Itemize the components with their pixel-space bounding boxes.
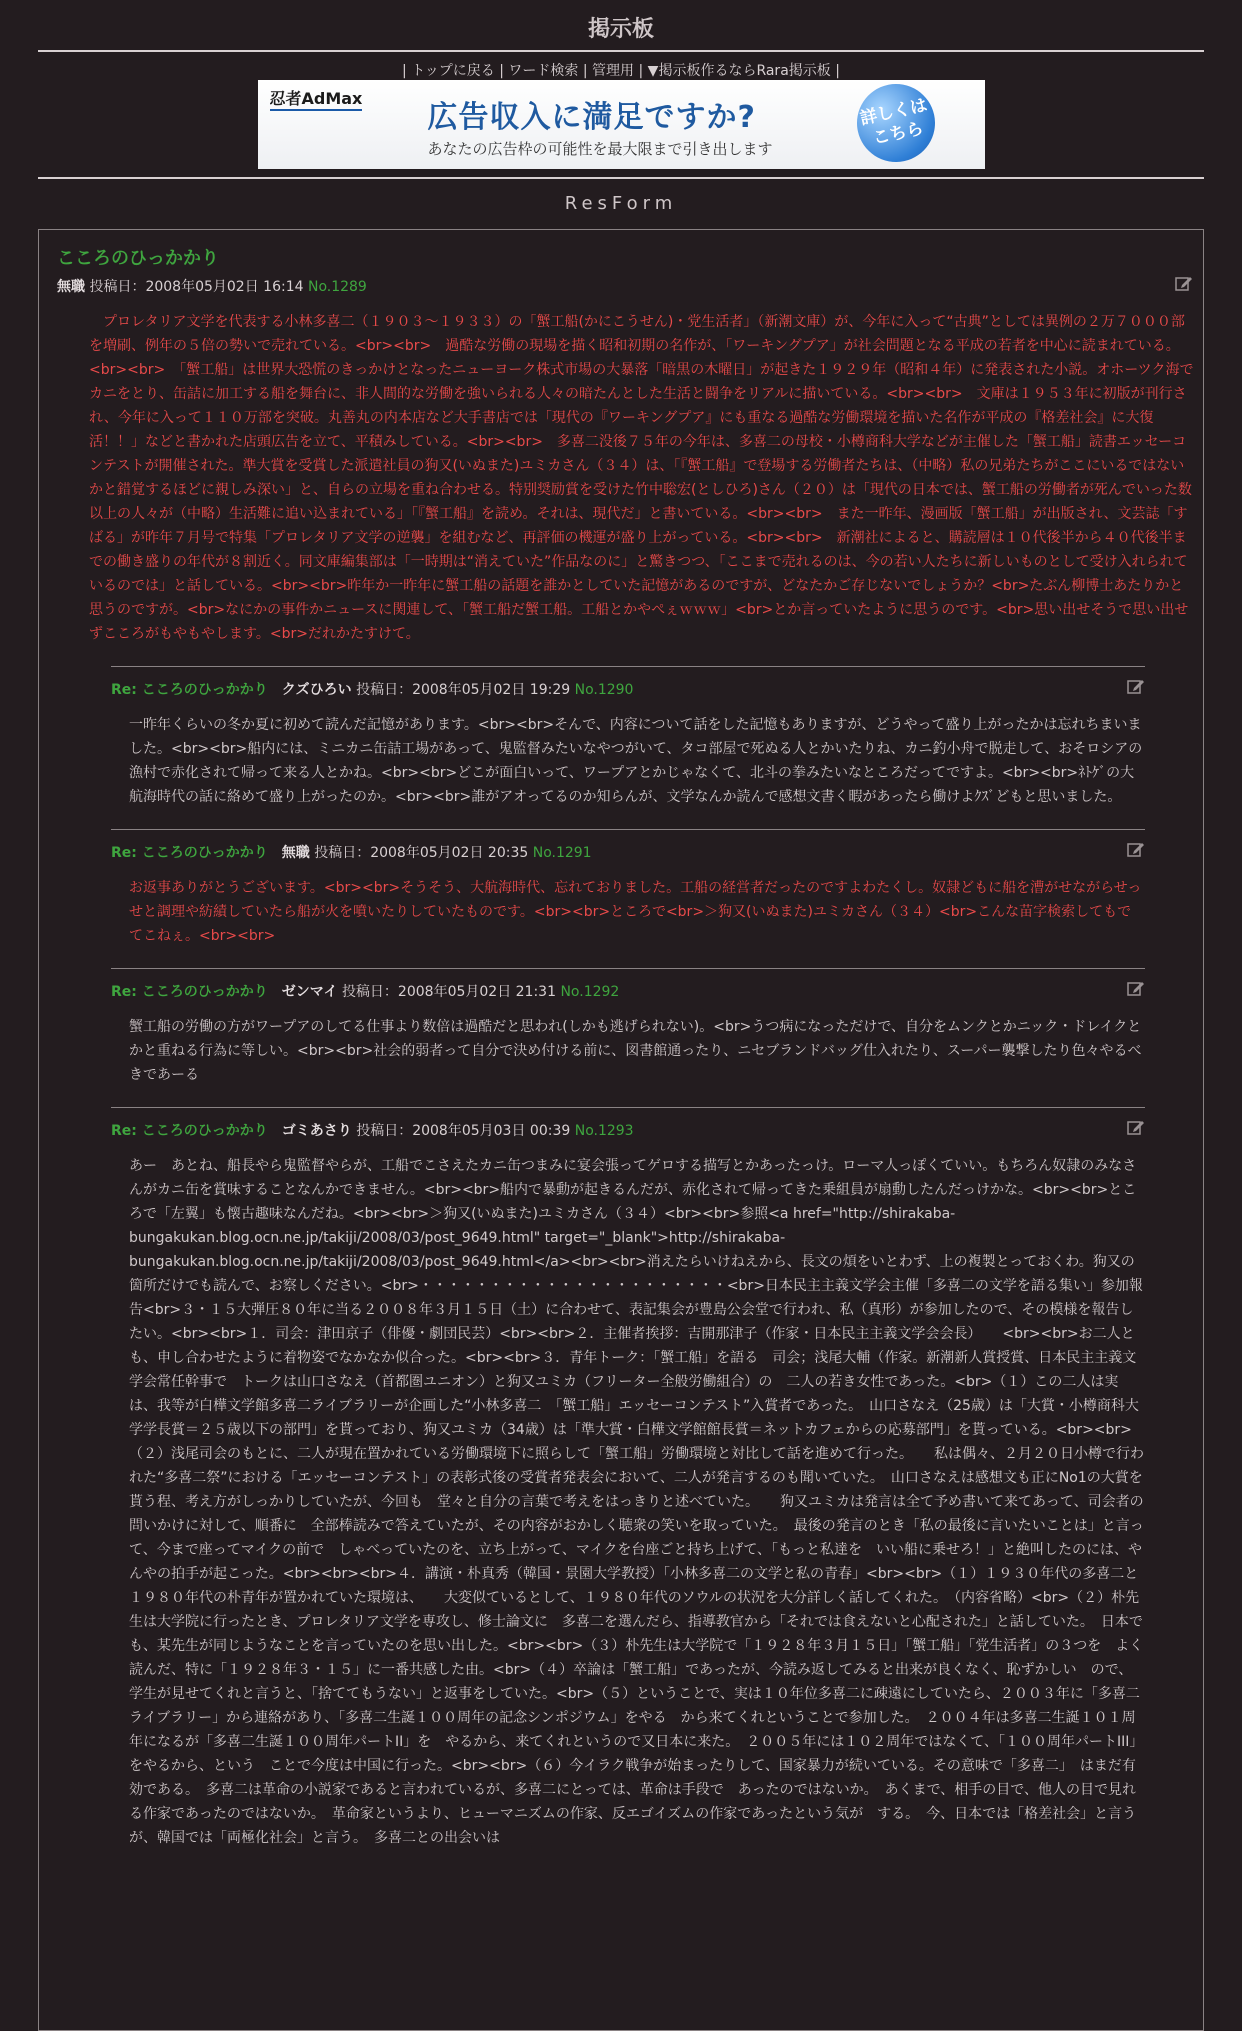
edit-icon[interactable]	[1175, 274, 1193, 292]
reply-subject: Re: こころのひっかかり	[111, 682, 268, 698]
post-body: お返事ありがとうございます。<br><br>そうそう、大航海時代、忘れておりました。工船の経営者だったのですよわたくし。奴隷どもに船を漕がせながらせっせと調理や紡績していたら船が火を噴いたりしていたものです。<br><br>ところで<br>＞狗又(いぬまた)ユミカさん（３４）<br>こんな苗字検索してもでてこねぇ。<br><br>	[129, 880, 1142, 944]
reply-post	[111, 1107, 1154, 1870]
reply-meta	[111, 679, 1145, 699]
divider	[38, 50, 1204, 52]
nav-link-admin[interactable]: 管理用	[592, 63, 635, 79]
ad-headline: 広告収入に満足ですか?	[427, 100, 756, 135]
edit-icon[interactable]	[1127, 677, 1145, 695]
top-nav: | トップに戻る | ワード検索 | 管理用 | ▼掲示板作るならRara掲示板 |	[402, 63, 840, 79]
post-date: 投稿日：2008年05月03日 00:39	[356, 1123, 571, 1139]
post-number: No.1291	[532, 845, 592, 861]
post-date: 投稿日：2008年05月02日 16:14	[89, 279, 304, 295]
ad-banner[interactable]	[258, 80, 985, 169]
post-number: No.1293	[574, 1123, 634, 1139]
thread-meta	[57, 276, 1203, 296]
nav-link-top[interactable]: トップに戻る	[411, 63, 495, 79]
reply-meta	[111, 1120, 1145, 1140]
reply-post	[111, 666, 1145, 829]
reply-meta	[111, 981, 1145, 1001]
post-date: 投稿日：2008年05月02日 21:31	[341, 984, 556, 1000]
reply-post	[111, 829, 1145, 968]
post-author: クズひろい	[281, 682, 352, 698]
post-number: No.1289	[307, 279, 367, 295]
post-body: 蟹工船の労働の方がワープアのしてる仕事より数倍は過酷だと思われ(しかも逃げられない)。<br>うつ病になっただけで、自分をムンクとかニック・ドレイクとかと重ねる行為に等しい。<br><br>社会的弱者って自分で決め付ける前に、図書館通ったり、ニセブランドバッグ仕入れたり、スーパー襲撃したり色々やるべきであーる	[129, 1019, 1142, 1083]
post-date: 投稿日：2008年05月02日 20:35	[314, 845, 529, 861]
nav-link-rara[interactable]: ▼掲示板作るならRara掲示板	[647, 63, 831, 79]
reply-meta	[111, 842, 1145, 862]
thread-title: こころのひっかかり	[57, 248, 219, 269]
edit-icon[interactable]	[1127, 979, 1145, 997]
post-body: 一昨年くらいの冬か夏に初めて読んだ記憶があります。<br><br>そんで、内容について話をした記憶もありますが、どうやって盛り上がったかは忘れちまいました。<br><br>船内には、ミニカニ缶詰工場があって、鬼監督みたいなやつがいて、タコ部屋で死ぬる人とかいたりね、カニ釣小舟で脱走して、おそロシアの漁村で赤化されて帰って来る人とかね。<br><br>どこが面白いって、ワープアとかじゃなくて、北斗の拳みたいなところだってですよ。<br><br>ﾈﾄｹﾞの大航海時代の話に絡めて盛り上がったのか。<br><br>誰がアオってるのか知らんが、文学なんか読んで感想文書く暇があったら働けよｸｽﾞどもと思いました。	[129, 717, 1143, 805]
post-date: 投稿日：2008年05月02日 19:29	[356, 682, 571, 698]
nav-link-word-search[interactable]: ワード検索	[508, 63, 579, 79]
reply-subject: Re: こころのひっかかり	[111, 1123, 268, 1139]
edit-icon[interactable]	[1127, 1118, 1145, 1136]
post-author: ゼンマイ	[281, 984, 338, 1000]
post-author: ゴミあさり	[281, 1123, 352, 1139]
post-body: プロレタリア文学を代表する小林多喜二（１９０３～１９３３）の「蟹工船(かにこうせん)・党生活者」（新潮文庫）が、今年に入って“古典”としては異例の２万７０００部を増刷、例年の５倍の勢いで売れている。<br><br> 過酷な労働の現場を描く昭和初期の名作が、「ワーキングプア」が社会問題となる平成の若者を中心に読まれている。<br><br> 「蟹工船」は世界大恐慌のきっかけとなったニューヨーク株式市場の大暴落「暗黒の木曜日」が起きた１９２９年（昭和４年）に発表された小説。オホーツク海でカニをとり、缶詰に加工する船を舞台に、非人間的な労働を強いられる人々の暗たんとした生活と闘争をリアルに描いている。<br><br> 文庫は１９５３年に初版が刊行され、今年に入って１１０万部を突破。丸善丸の内本店など大手書店では「現代の『ワーキングプア』にも重なる過酷な労働環境を描いた名作が平成の『格差社会』に大復活！！」などと書かれた店頭広告を立て、平積みしている。<br><br> 多喜二没後７５年の今年は、多喜二の母校・小樽商科大学などが主催した「蟹工船」読書エッセーコンテストが開催された。準大賞を受賞した派遣社員の狗又(いぬまた)ユミカさん（３４）は、「『蟹工船』で登場する労働者たちは、（中略）私の兄弟たちがここにいるではないかと錯覚するほどに親しみ深い」と、自らの立場を重ね合わせる。特別奨励賞を受けた竹中聡宏(としひろ)さん（２０）は「現代の日本では、蟹工船の労働者が死んでいった数以上の人々が（中略）生活難に追い込まれている」「『蟹工船』を読め。それは、現代だ」と書いている。<br><br> また一昨年、漫画版「蟹工船」が出版され、文芸誌「すばる」が昨年７月号で特集「プロレタリア文学の逆襲」を組むなど、再評価の機運が盛り上がっている。<br><br> 新潮社によると、購読層は１０代後半から４０代後半までの働き盛りの年代が８割近く。同文庫編集部は「一時期は“消えていた”作品なのに」と驚きつつ、「ここまで売れるのは、今の若い人たちに新しいものとして受け入れられているのでは」と話している。<br><br>昨年か一昨年に蟹工船の話題を誰かとしていた記憶があるのですが、どなたかご存じないでしょうか？<br>たぶん柳博士あたりかと思うのですが。<br>なにかの事件かニュースに関連して、「蟹工船だ蟹工船。工船とかやぺぇｗｗｗ」<br>とか言っていたように思うのです。<br>思い出せそうで思い出せずこころがもやもやします。<br>だれかたすけて。	[89, 314, 1194, 642]
reply-subject: Re: こころのひっかかり	[111, 984, 268, 1000]
section-title: ResForm	[564, 193, 678, 214]
post-author: 無職	[281, 845, 310, 861]
post-author: 無職	[57, 279, 85, 295]
reply-post	[111, 968, 1145, 1107]
ad-brand-logo: 忍者AdMax	[270, 86, 363, 111]
post-body: あー あとね、船長やら鬼監督やらが、工船でこさえたカニ缶つまみに宴会張ってゲロする描写とかあったっけ。ローマ人っぽくていい。もちろん奴隷のみなさんがカニ缶を賞味することなんかできません。<br><br>船内で暴動が起きるんだが、赤化されて帰ってきた乗組員が扇動したんだっけかな。<br><br>ところで「左翼」も懐古趣味なんだね。<br><br>＞狗又(いぬまた)ユミカさん（３４）<br><br>参照<a href="http://shirakaba-bungakukan.blog.ocn.ne.jp/takiji/2008/03/post_9649.html" target="_blank">http://shirakaba-bungakukan.blog.ocn.ne.jp/takiji/2008/03/post_9649.html</a><br><br>消えたらいけねえから、長文の煩をいとわず、上の複製とっておくわ。狗又の箇所だけでも読んで、お察しください。<br>・・・・・・・・・・・・・・・・・・・・・・<br>日本民主主義文学会主催「多喜二の文学を語る集い」参加報告<br>３・１５大弾圧８０年に当る２００８年３月１５日（土）に合わせて、表記集会が豊島公会堂で行われ、私（真形）が参加したので、その模様を報告したい。<br><br>１．司会：津田京子（俳優・劇団民芸）<br><br>２．主催者挨拶：吉開那津子（作家・日本民主主義文学会会長） <br><br>お二人とも、申し合わせたように着物姿でなかなか似合った。<br><br>３．青年トーク：「蟹工船」を語る 司会；浅尾大輔（作家。新潮新人賞授賞、日本民主主義文学会常任幹事で トークは山口さなえ（首都圏ユニオン）と狗又ユミカ（フリーター全般労働組合）の 二人の若き女性であった。<br>（１）この二人は実は、我等が白樺文学館多喜二ライブラリーが企画した“小林多喜二 「蟹工船」エッセーコンテスト”入賞者であった。 山口さなえ（25歳）は「大賞・小樽商科大学学長賞＝２５歳以下の部門」を貰っており、狗又ユミカ（34歳）は「準大賞・白樺文学館館長賞＝ネットカフェからの応募部門」を貰っている。<br><br>（２）浅尾司会のもとに、二人が現在置かれている労働環境下に照らして「蟹工船」労働環境と対比して話を進めて行った。 私は偶々、２月２０日小樽で行われた“多喜二祭”における「エッセーコンテスト」の表彰式後の受賞者発表会において、二人が発言するのも聞いていた。 山口さなえは感想文も正にNo1の大賞を貰う程、考え方がしっかりしていたが、今回も 堂々と自分の言葉で考えをはっきりと述べていた。 狗又ユミカは発言は全て予め書いて来てあって、司会者の問いかけに対して、順番に 全部棒読みで答えていたが、その内容がおかしく聴衆の笑いを取っていた。 最後の発言のとき「私の最後に言いたいことは」と言って、今まで座ってマイクの前で しゃべっていたのを、立ち上がって、マイクを台座ごと持ち上げて、「もっと私達を いい船に乗せろ！」と絶叫したのには、やんやの拍手が起こった。<br><br><br>４．講演・朴真秀（韓国・景園大学教授）「小林多喜二の文学と私の青春」<br><br>（１）１９３０年代の多喜二と１９８０年代の朴青年が置かれていた環境は、 大変似ているとして、１９８０年代のソウルの状況を大分詳しく話してくれた。 （内容省略）<br>（２）朴先生は大学院に行ったとき、プロレタリア文学を専攻し、修士論文に 多喜二を選んだら、指導教官から「それでは食えないと心配された」と話していた。 日本でも、某先生が同じようなことを言っていたのを思い出した。<br><br>（３）朴先生は大学院で「１９２８年３月１５日」「蟹工船」「党生活者」の３つを よく読んだ、特に「１９２８年３・１５」に一番共感した由。<br>（４）卒論は「蟹工船」であったが、今読み返してみると出来が良くなく、恥ずかしい ので、学生が見せてくれと言うと、「捨ててもうない」と返事をしていた。<br>（５）ということで、実は１０年位多喜二に疎遠にしていたら、２００３年に「多喜二 ライブラリー」から連絡があり、「多喜二生誕１００周年の記念シンポジウム」をやる から来てくれということで参加した。 ２００４年は多喜二生誕１０１周年になるが「多喜二生誕１００周年パートII」を やるから、来てくれというので又日本に来た。 ２００５年には１０２周年ではなくて、「１００周年パートIII」をやるから、という ことで今度は中国に行った。<br><br>（６）今イラク戦争が始まったりして、国家暴力が続いている。その意味で「多喜二」 はまだ有効である。 多喜二は革命の小説家であると言われているが、多喜二にとっては、革命は手段で あったのではないか。 あくまで、相手の目で、他人の目で見れる作家であったのではないか。 革命家というより、ヒューマニズムの作家、反エゴイズムの作家であったという気が する。 今、日本では「格差社会」と言うが、韓国では「両極化社会」と言う。 多喜二との出会いは	[129, 1158, 1154, 1846]
edit-icon[interactable]	[1127, 840, 1145, 858]
page-title: 掲示板	[587, 17, 654, 42]
post-number: No.1290	[574, 682, 634, 698]
divider	[38, 177, 1204, 179]
reply-subject: Re: こころのひっかかり	[111, 845, 268, 861]
thread-board	[38, 229, 1204, 2031]
post-number: No.1292	[560, 984, 620, 1000]
ad-subtext: あなたの広告枠の可能性を最大限まで引き出します	[427, 140, 773, 158]
ad-details-button[interactable]: 詳しくは こちら	[849, 77, 942, 170]
